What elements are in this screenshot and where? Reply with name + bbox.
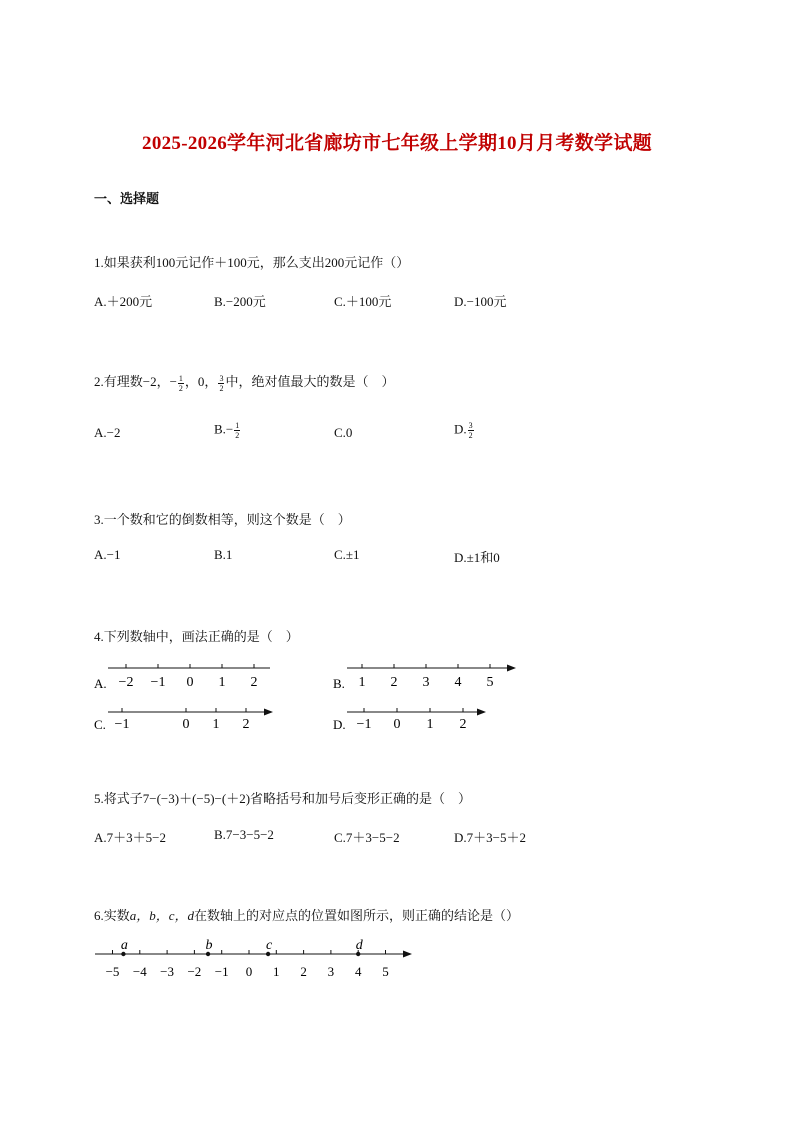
q4-label-d[interactable]: D. xyxy=(333,717,346,732)
q2-frac1-num: 1 xyxy=(178,373,183,383)
q2-stem-part-c: 中，绝对值最大的数是（ ） xyxy=(225,374,395,389)
q1-option-d[interactable]: D.−100元 xyxy=(454,294,507,309)
axis-c-label: 2 xyxy=(242,717,250,732)
q2-frac1-den: 2 xyxy=(178,383,183,393)
q4-label-c[interactable]: C. xyxy=(94,717,106,732)
axis-d-label: 2 xyxy=(459,717,467,732)
q5-option-a[interactable]: A.7＋3＋5−2 xyxy=(94,830,166,845)
q6-tick-label: 2 xyxy=(300,964,307,979)
axis-d-label: 0 xyxy=(393,717,401,732)
q6-point-label-b: b xyxy=(205,938,213,953)
axis-a-label: −2 xyxy=(118,675,134,690)
axis-a-label: −1 xyxy=(150,675,166,690)
q6-point-label-d: d xyxy=(355,938,363,953)
q2-option-b-label: B.− xyxy=(214,421,234,437)
q2-stem-part-b: ，0， xyxy=(184,374,218,389)
q5-option-c[interactable]: C.7＋3−5−2 xyxy=(334,830,400,845)
q4-label-b[interactable]: B. xyxy=(333,676,345,691)
axis-b-label: 4 xyxy=(454,675,462,690)
q2-frac2-den: 2 xyxy=(219,383,224,393)
q2-option-c[interactable]: C.0 xyxy=(334,425,353,440)
q6-stem-part-a: 6.实数 xyxy=(94,908,130,923)
q2-option-d-label: D. xyxy=(454,421,467,437)
q3-option-c[interactable]: C.±1 xyxy=(334,547,360,562)
q6-point-label-c: c xyxy=(266,938,273,953)
axis-c-label: 1 xyxy=(212,717,220,732)
axis-a-label: 0 xyxy=(186,675,194,690)
q2-frac2-num: 3 xyxy=(219,373,224,383)
q6-tick-label: −2 xyxy=(187,964,202,979)
q6-tick-label: 3 xyxy=(327,964,335,979)
q6-axis-points xyxy=(121,938,364,956)
axis-a-label: 1 xyxy=(218,675,226,690)
q6-tick-label: −3 xyxy=(160,964,175,979)
axis-b-label: 1 xyxy=(358,675,366,690)
q6-tick-label: 1 xyxy=(273,964,280,979)
q1-option-a[interactable]: A.＋200元 xyxy=(94,294,153,309)
q6-stem-variables: a，b，c，d xyxy=(129,908,195,923)
question-5-stem: 5.将式子7−(−3)＋(−5)−(＋2)省略括号和加号后变形正确的是（ ） xyxy=(94,791,472,806)
q6-tick-label: 5 xyxy=(382,964,389,979)
question-4-stem: 4.下列数轴中，画法正确的是（ ） xyxy=(94,629,299,644)
axis-d-label: 1 xyxy=(426,717,434,732)
q3-option-d[interactable]: D.±1和0 xyxy=(454,550,500,565)
q3-option-a[interactable]: A.−1 xyxy=(94,547,121,562)
q1-option-c[interactable]: C.＋100元 xyxy=(334,294,392,309)
q2-optd-den: 2 xyxy=(468,431,473,440)
q6-point-label-a: a xyxy=(120,938,128,953)
question-1-stem: 1.如果获利100元记作＋100元，那么支出200元记作（） xyxy=(94,255,410,270)
page-title: 2025-2026学年河北省廊坊市七年级上学期10月月考数学试题 xyxy=(142,133,652,154)
axis-b-label: 3 xyxy=(422,675,430,690)
q5-option-d[interactable]: D.7＋3−5＋2 xyxy=(454,830,526,845)
q6-tick-label: 0 xyxy=(245,964,253,979)
q4-label-a[interactable]: A. xyxy=(94,676,107,691)
axis-a-label: 2 xyxy=(250,675,258,690)
q6-tick-label: 4 xyxy=(354,964,362,979)
q2-optd-num: 3 xyxy=(468,421,473,430)
q3-option-b[interactable]: B.1 xyxy=(214,547,233,562)
q5-option-b[interactable]: B.7−3−5−2 xyxy=(214,827,274,842)
q2-option-a[interactable]: A.−2 xyxy=(94,425,121,440)
q1-option-b[interactable]: B.−200元 xyxy=(214,294,266,309)
axis-b-label: 2 xyxy=(390,675,398,690)
q2-optb-den: 2 xyxy=(235,431,240,440)
q6-axis-arrow-icon xyxy=(403,951,412,958)
q6-tick-label: −4 xyxy=(132,964,147,979)
q6-tick-label: −5 xyxy=(105,964,120,979)
q6-stem-part-b: 在数轴上的对应点的位置如图所示，则正确的结论是（） xyxy=(194,908,520,923)
axis-b-label: 5 xyxy=(486,675,494,690)
q2-optb-num: 1 xyxy=(235,421,240,430)
axis-d-label: −1 xyxy=(356,717,372,732)
axis-c-label: −1 xyxy=(114,717,130,732)
q6-tick-label: −1 xyxy=(214,964,229,979)
section-heading: 一、选择题 xyxy=(94,191,160,206)
question-3-stem: 3.一个数和它的倒数相等，则这个数是（ ） xyxy=(94,512,351,527)
q2-stem-part-a: 2.有理数−2，− xyxy=(94,374,177,389)
axis-c-label: 0 xyxy=(182,717,190,732)
